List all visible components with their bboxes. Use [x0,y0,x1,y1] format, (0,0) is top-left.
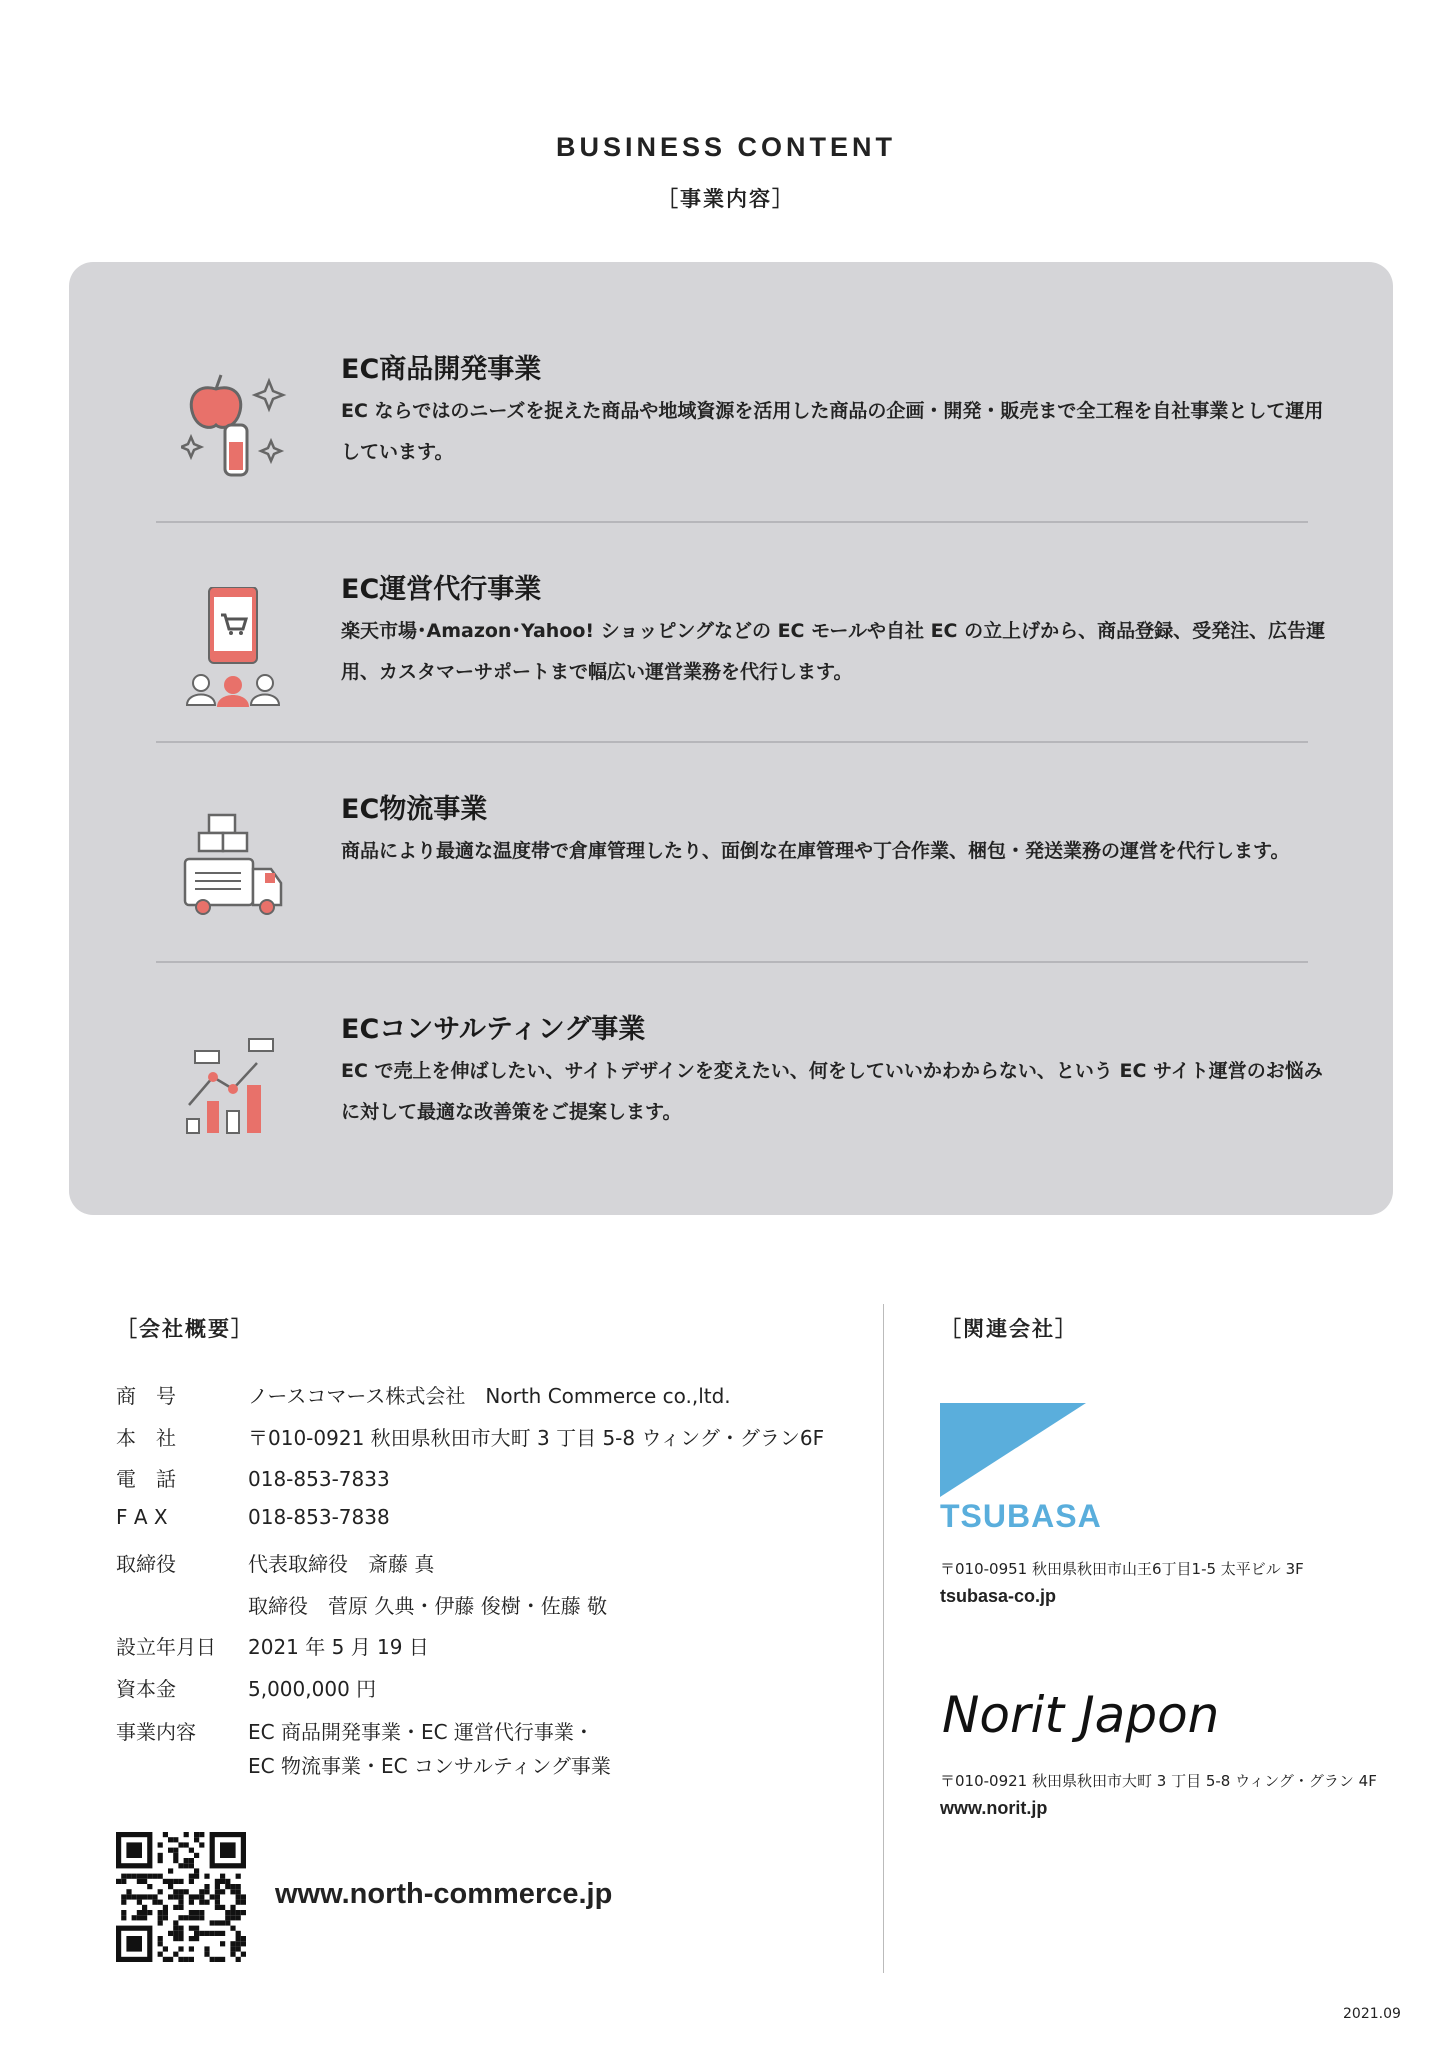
service-operation-agency [69,567,1393,787]
company-info-row [116,1422,824,1451]
tsubasa-website-link[interactable]: tsubasa-co.jp [940,1586,1057,1606]
company-info-row [116,1750,611,1779]
service-title: EC商品開発事業 [341,354,542,385]
related-companies-heading: ［関連会社］ [940,1317,1078,1341]
company-website-link[interactable]: www.north-commerce.jp [275,1878,613,1910]
divider [156,741,1308,743]
info-label: 電 話 [116,1467,176,1491]
service-logistics [69,787,1393,1007]
column-divider [883,1304,884,1973]
service-consulting [69,1007,1393,1227]
info-label: 資本金 [116,1677,176,1701]
service-product-development [69,347,1393,567]
info-value: 2021 年 5 月 19 日 [248,1635,429,1659]
info-value: 代表取締役 斎藤 真 [248,1552,435,1576]
company-info-row [116,1463,390,1492]
info-label: 本 社 [116,1426,176,1450]
info-label: 設立年月日 [116,1635,216,1659]
company-info-row [116,1716,594,1745]
tsubasa-logo-text: TSUBASA [940,1498,1102,1534]
info-label: F A X [116,1505,168,1529]
company-info-row [116,1673,376,1702]
info-label: 事業内容 [116,1720,196,1744]
service-description: EC ならではのニーズを捉えた商品や地域資源を活用した商品の企画・開発・販売まで全工程を自社事業として運用しています。 [341,400,1324,463]
norit-address: 〒010-0921 秋田県秋田市大町 3 丁目 5-8 ウィング・グラン 4F [940,1772,1377,1790]
divider [156,961,1308,963]
business-content-panel [69,262,1393,1215]
info-value: 〒010-0921 秋田県秋田市大町 3 丁目 5-8 ウィング・グラン6F [248,1426,825,1450]
info-value: 5,000,000 円 [248,1677,377,1701]
company-info-row [116,1548,434,1577]
info-value: 018-853-7838 [248,1505,390,1529]
service-description: 商品により最適な温度帯で倉庫管理したり、面倒な在庫管理や丁合作業、梱包・発送業務の運営を代行します。 [341,840,1290,862]
tsubasa-address: 〒010-0951 秋田県秋田市山王6丁目1-5 太平ビル 3F [940,1560,1304,1578]
info-value: 018-853-7833 [248,1467,390,1491]
service-title: ECコンサルティング事業 [341,1014,646,1045]
company-info-row [116,1631,429,1660]
company-info-row [116,1380,731,1409]
service-title: EC運営代行事業 [341,574,542,605]
info-value: EC 商品開発事業・EC 運営代行事業・ [248,1720,594,1744]
divider [156,521,1308,523]
norit-website-link[interactable]: www.norit.jp [940,1798,1048,1818]
delivery-truck-icon [181,807,291,927]
company-info-row [116,1505,390,1529]
qr-code [116,1832,246,1962]
company-info-row [116,1590,607,1619]
smartphone-cart-icon [181,587,291,707]
info-label: 取締役 [116,1552,176,1576]
info-label: 商 号 [116,1384,176,1408]
issue-date: 2021.09 [1343,2006,1401,2022]
growth-chart-icon [181,1027,291,1147]
norit-japon-logo: Norit Japon [942,1686,1220,1744]
service-title: EC物流事業 [341,794,488,825]
info-value: ノースコマース株式会社 North Commerce co.,ltd. [248,1384,731,1408]
apple-bottle-icon [181,367,291,487]
service-description: EC で売上を伸ばしたい、サイトデザインを変えたい、何をしていいかわからない、という EC サイト運営のお悩みに対して最適な改善策をご提案します。 [341,1060,1323,1123]
tsubasa-logo-mark [940,1403,1086,1501]
info-value: 取締役 菅原 久典・伊藤 俊樹・佐藤 敬 [248,1594,608,1618]
info-value: EC 物流事業・EC コンサルティング事業 [248,1754,611,1778]
company-overview-heading: ［会社概要］ [116,1317,254,1341]
page-subtitle: ［事業内容］ [657,187,795,211]
page-title: BUSINESS CONTENT [555,132,897,162]
service-description: 楽天市場･Amazon･Yahoo! ショッピングなどの EC モールや自社 EC の立上げから、商品登録、受発注、広告運用、カスタマーサポートまで幅広い運営業務を代行します。 [341,620,1326,683]
